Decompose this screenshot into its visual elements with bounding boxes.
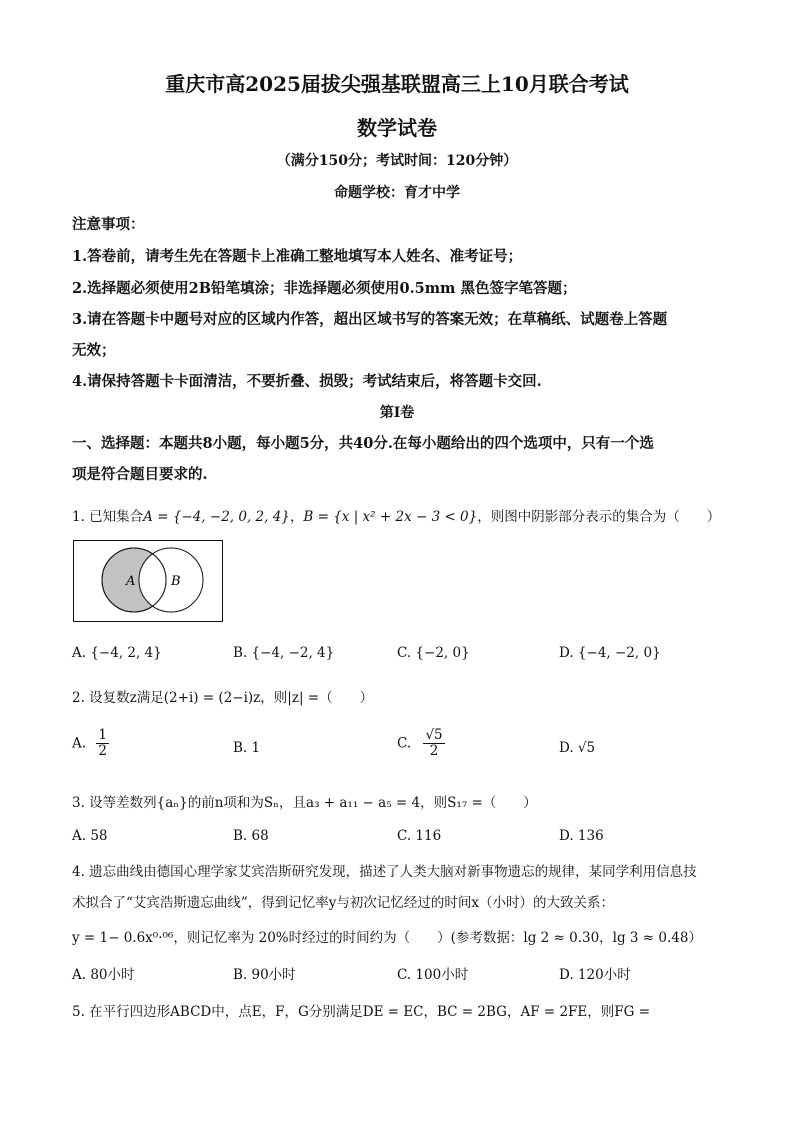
q1-set-b: B = {x | x² + 2x − 3 < 0} <box>303 509 478 525</box>
q4-option-b: B. 90小时 <box>233 967 296 983</box>
exam-subtitle: 数学试卷 <box>357 116 437 140</box>
question-2: 2. 设复数z满足(2+i) = (2−i)z，则|z| =（ ） <box>72 690 374 706</box>
q2-option-a-label: A. <box>72 735 87 752</box>
q3-option-a: A. 58 <box>72 828 108 844</box>
question-5: 5. 在平行四边形ABCD中，点E，F，G分别满足DE = EC，BC = 2BG，AF = 2FE，则FG = <box>72 1004 651 1020</box>
q1-option-a: A. {−4, 2, 4} <box>72 645 162 661</box>
q1-post: ，则图中阴影部分表示的集合为（ ） <box>477 509 721 525</box>
q2-option-c-label: C. <box>397 735 412 752</box>
notes-heading: 注意事项： <box>72 216 145 233</box>
q4-option-c: C. 100小时 <box>397 967 469 983</box>
question-4-line-1: 4. 遗忘曲线由德国心理学家艾宾浩斯研究发现，描述了人类大脑对新事物遗忘的规律，某同学利用信息技 <box>72 864 697 880</box>
q1-sep: ， <box>289 509 304 525</box>
q3-option-c: C. 116 <box>397 828 442 844</box>
q3-option-b: B. 68 <box>233 828 269 844</box>
question-4-line-3: y = 1− 0.6x⁰·⁰⁶，则记忆率为 20%时经过的时间约为（ ）(参考数据：lg 2 ≈ 0.30，lg 3 ≈ 0.48） <box>72 930 702 946</box>
section-instructions-1: 一、选择题：本题共8小题，每小题5分，共40分.在每小题给出的四个选项中，只有一个选 <box>72 435 654 452</box>
q4-option-d: D. 120小时 <box>559 967 631 983</box>
school: 命题学校：育才中学 <box>334 185 460 201</box>
q2-option-c-num: √5 <box>425 727 443 743</box>
venn-label-b: B <box>171 574 181 589</box>
q1-pre: 1. 已知集合 <box>72 509 144 525</box>
question-3: 3. 设等差数列{aₙ}的前n项和为Sₙ，且a₃ + a₁₁ − a₅ = 4，则S₁₇ =（ ） <box>72 795 537 811</box>
question-1 <box>72 505 720 525</box>
q2-option-a-num: 1 <box>98 727 107 743</box>
note-item-1: 1.答卷前，请考生先在答题卡上准确工整地填写本人姓名、准考证号； <box>72 248 523 265</box>
q2-option-b: B. 1 <box>233 740 261 756</box>
exam-title: 重庆市高2025届拔尖强基联盟高三上10月联合考试 <box>165 72 629 96</box>
q3-option-d: D. 136 <box>559 828 604 844</box>
venn-diagram <box>73 540 224 622</box>
q2-option-d: D. √5 <box>559 740 596 756</box>
q4-option-a: A. 80小时 <box>72 967 135 983</box>
note-item-3: 3.请在答题卡中题号对应的区域内作答，超出区域书写的答案无效；在草稿纸、试题卷上答题 <box>72 311 668 328</box>
q2-option-a <box>72 728 109 759</box>
q2-option-c <box>397 728 445 759</box>
q2-option-a-fraction <box>96 728 109 759</box>
q1-set-a: A = {−4, −2, 0, 2, 4} <box>143 509 290 525</box>
note-item-2: 2.选择题必须使用2B铅笔填涂；非选择题必须使用0.5mm 黑色签字笔答题； <box>72 280 577 297</box>
section-instructions-2: 项是符合题目要求的. <box>72 466 208 483</box>
q2-option-c-fraction <box>423 728 444 759</box>
q2-option-c-den: 2 <box>429 742 439 759</box>
venn-label-a: A <box>126 574 136 589</box>
q1-option-d: D. {−4, −2, 0} <box>559 645 661 661</box>
question-4-line-2: 术拟合了“艾宾浩斯遗忘曲线”，得到记忆率y与初次记忆经过的时间x（小时）的大致关系： <box>72 895 615 911</box>
q1-option-c: C. {−2, 0} <box>397 645 470 661</box>
volume-label: 第I卷 <box>379 405 415 421</box>
q1-option-b: B. {−4, −2, 4} <box>233 645 335 661</box>
note-item-3-cont: 无效； <box>72 342 116 359</box>
score-time: （满分150分；考试时间：120分钟） <box>276 153 518 169</box>
q2-option-a-den: 2 <box>98 742 107 759</box>
note-item-4: 4.请保持答题卡卡面清洁，不要折叠、损毁；考试结束后，将答题卡交回. <box>72 373 542 390</box>
